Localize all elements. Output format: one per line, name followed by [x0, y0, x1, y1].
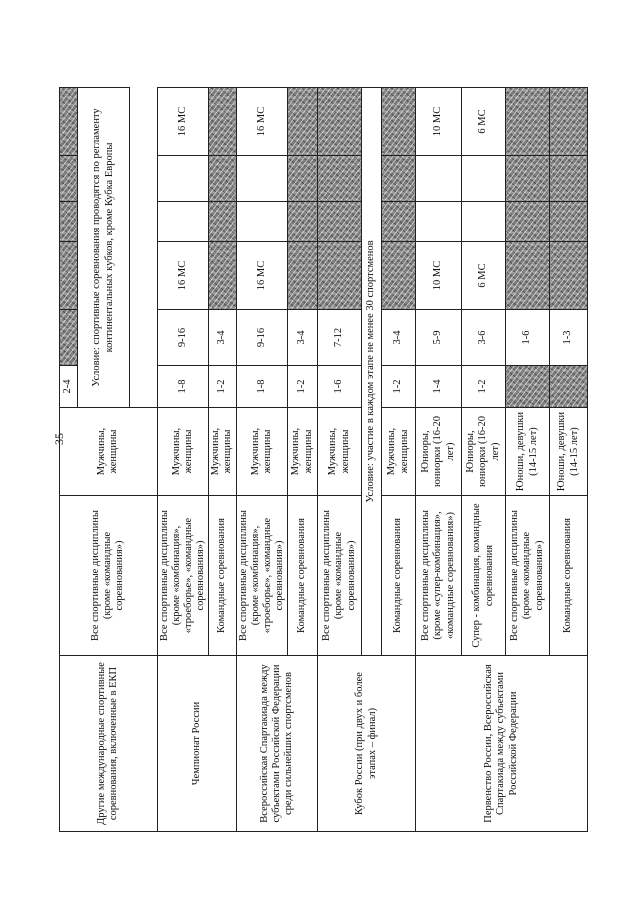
classification-table — [59, 87, 588, 832]
empty-cell — [416, 156, 462, 202]
value-cell: 6 МС — [462, 88, 506, 156]
places-cell: 1-2 — [208, 366, 236, 408]
shaded-cell — [550, 88, 588, 156]
shaded-cell — [208, 202, 236, 242]
participants-cell: Мужчины, женщины — [157, 408, 208, 496]
shaded-cell — [318, 202, 362, 242]
empty-cell — [236, 156, 287, 202]
shaded-cell — [60, 88, 78, 156]
value-cell: 16 МС — [157, 88, 208, 156]
value-cell: 1-6 — [506, 310, 550, 366]
value-cell: 3-4 — [288, 310, 318, 366]
participants-cell: Мужчины, женщины — [236, 408, 287, 496]
places-cell: 1-2 — [288, 366, 318, 408]
shaded-cell — [208, 88, 236, 156]
places-cell: 2-4 — [60, 366, 78, 408]
places-cell: 1-2 — [462, 366, 506, 408]
shaded-cell — [550, 242, 588, 310]
empty-cell — [416, 202, 462, 242]
shaded-cell — [208, 242, 236, 310]
discipline-cell: Все спортивные дисциплины (кроме «командные соревнования») — [318, 496, 362, 656]
competition-other: Другие международные спортивные соревнования, включенные в ЕКП — [60, 656, 158, 832]
value-cell: 16 МС — [236, 88, 287, 156]
empty-cell — [462, 156, 506, 202]
shaded-cell — [506, 88, 550, 156]
places-cell: 1-8 — [236, 366, 287, 408]
shaded-cell — [382, 242, 416, 310]
empty-cell — [157, 202, 208, 242]
rotated-table-container — [59, 88, 588, 832]
participants-cell: Юноши, девушки (14-15 лет) — [506, 408, 550, 496]
discipline-cell: Все спортивные дисциплины (кроме «супер-комбинация», «командные соревнования») — [416, 496, 462, 656]
discipline-cell: Все спортивные дисциплины (кроме «командные соревнования») — [506, 496, 550, 656]
value-cell: 1-3 — [550, 310, 588, 366]
shaded-cell — [550, 366, 588, 408]
shaded-cell — [382, 156, 416, 202]
participants-cell: Мужчины, женщины — [60, 408, 158, 496]
value-cell: 6 МС — [462, 242, 506, 310]
discipline-cell: Все спортивные дисциплины (кроме «комбинация», «троеборье», «командные соревнования») — [157, 496, 208, 656]
shaded-cell — [288, 202, 318, 242]
shaded-cell — [288, 88, 318, 156]
shaded-cell — [382, 202, 416, 242]
value-cell: 7-12 — [318, 310, 362, 366]
shaded-cell — [506, 202, 550, 242]
shaded-cell — [550, 202, 588, 242]
participants-cell: Мужчины, женщины — [208, 408, 236, 496]
condition-text: Условие: участие в каждом этапе не менее 30 спортсменов — [362, 88, 382, 656]
shaded-cell — [382, 88, 416, 156]
value-cell: 10 МС — [416, 88, 462, 156]
discipline-cell: Все спортивные дисциплины (кроме «командные соревнования») — [60, 496, 158, 656]
value-cell: 3-6 — [462, 310, 506, 366]
discipline-cell: Командные соревнования — [208, 496, 236, 656]
shaded-cell — [318, 156, 362, 202]
discipline-cell: Командные соревнования — [288, 496, 318, 656]
discipline-cell: Супер - комбинация, командные соревнования — [462, 496, 506, 656]
page-number: 35 — [52, 433, 66, 445]
shaded-cell — [208, 156, 236, 202]
value-cell: 10 МС — [416, 242, 462, 310]
value-cell: 9-16 — [157, 310, 208, 366]
shaded-cell — [288, 156, 318, 202]
value-cell: 16 МС — [157, 242, 208, 310]
participants-cell: Мужчины, женщины — [318, 408, 362, 496]
shaded-cell — [60, 310, 78, 366]
competition-cup: Кубок России (при двух и более этапах – финал) — [318, 656, 416, 832]
places-cell: 1-4 — [416, 366, 462, 408]
discipline-cell: Командные соревнования — [550, 496, 588, 656]
participants-cell: Юноши, девушки (14-15 лет) — [550, 408, 588, 496]
discipline-cell: Все спортивные дисциплины (кроме «комбинация», «троеборье», «командные соревнования») — [236, 496, 287, 656]
empty-cell — [462, 202, 506, 242]
condition-text: Условие: спортивные соревнования проводятся по регламенту континентальных кубков, кроме Кубка Европы — [78, 88, 130, 408]
competition-championship: Чемпионат России — [157, 656, 236, 832]
shaded-cell — [60, 242, 78, 310]
empty-cell — [236, 202, 287, 242]
value-cell: 9-16 — [236, 310, 287, 366]
value-cell: 3-4 — [208, 310, 236, 366]
shaded-cell — [60, 202, 78, 242]
shaded-cell — [318, 242, 362, 310]
participants-cell: Мужчины, женщины — [382, 408, 416, 496]
places-cell: 1-2 — [382, 366, 416, 408]
places-cell: 1-8 — [157, 366, 208, 408]
value-cell: 16 МС — [236, 242, 287, 310]
shaded-cell — [506, 366, 550, 408]
shaded-cell — [288, 242, 318, 310]
shaded-cell — [506, 156, 550, 202]
shaded-cell — [318, 88, 362, 156]
participants-cell: Юниоры, юниорки (16-20 лет) — [462, 408, 506, 496]
discipline-cell: Командные соревнования — [382, 496, 416, 656]
empty-cell — [157, 156, 208, 202]
shaded-cell — [506, 242, 550, 310]
value-cell: 5-9 — [416, 310, 462, 366]
places-cell: 1-6 — [318, 366, 362, 408]
competition-first: Первенство России, Всероссийская Спартакиада между субъектами Российской Федерации — [416, 656, 588, 832]
value-cell: 3-4 — [382, 310, 416, 366]
participants-cell: Мужчины, женщины — [288, 408, 318, 496]
participants-cell: Юниоры, юниорки (16-20 лет) — [416, 408, 462, 496]
shaded-cell — [550, 156, 588, 202]
shaded-cell — [60, 156, 78, 202]
competition-spartakiad: Всероссийская Спартакиада между субъектами Российской Федерации среди сильнейших спортсменов — [236, 656, 317, 832]
